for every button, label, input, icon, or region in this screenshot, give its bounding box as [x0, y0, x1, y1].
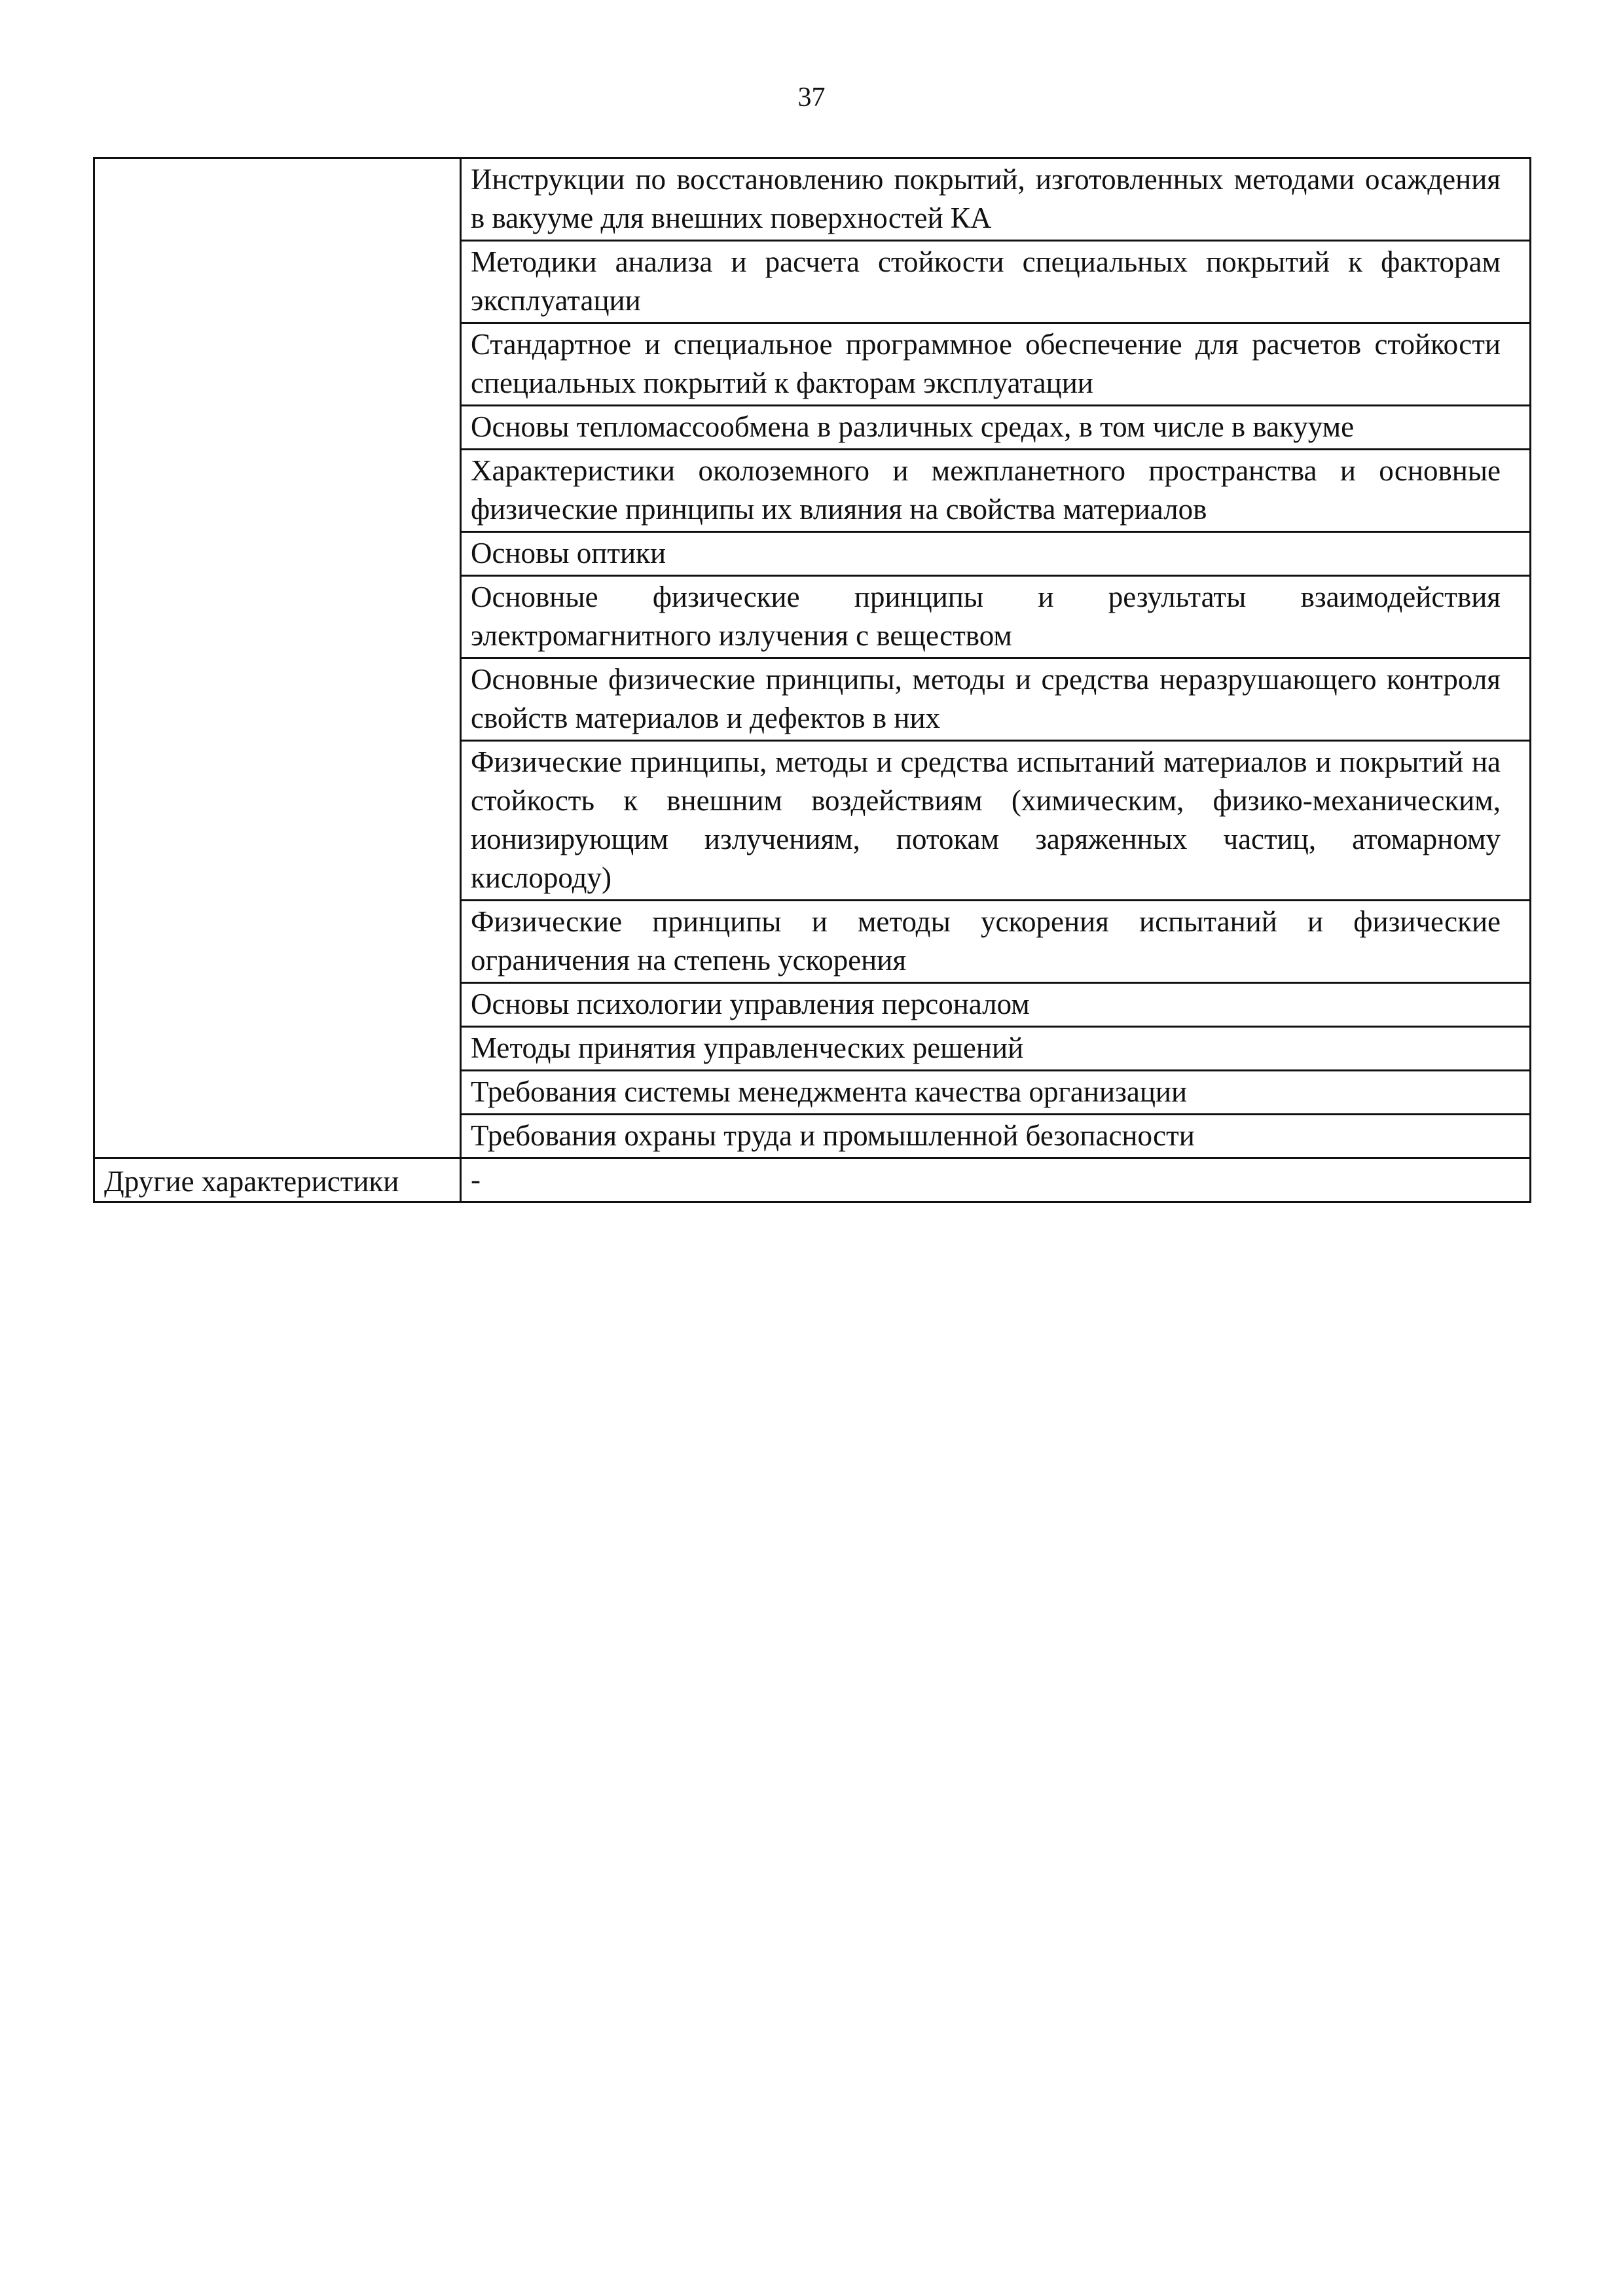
table-row-other-characteristics: [94, 1158, 1531, 1202]
knowledge-item: Основы психологии управления персоналом: [461, 983, 1531, 1027]
knowledge-item: Основы тепломассообмена в различных средах, в том числе в вакууме: [461, 406, 1531, 450]
knowledge-item: Методики анализа и расчета стойкости специальных покрытий к факторам эксплуатации: [461, 241, 1531, 323]
table-row: [94, 158, 1531, 241]
knowledge-item: Требования системы менеджмента качества организации: [461, 1071, 1531, 1115]
knowledge-item: Характеристики околоземного и межпланетного пространства и основные физические принципы их влияния на свойства материалов: [461, 450, 1531, 532]
knowledge-item: Стандартное и специальное программное обеспечение для расчетов стойкости специальных покрытий к факторам эксплуатации: [461, 323, 1531, 406]
page-number: 37: [797, 82, 826, 113]
knowledge-item: Основные физические принципы, методы и средства неразрушающего контроля свойств материалов и дефектов в них: [461, 658, 1531, 741]
knowledge-item: Инструкции по восстановлению покрытий, изготовленных методами осаждения в вакууме для внешних поверхностей КА: [461, 158, 1531, 241]
knowledge-item: Требования охраны труда и промышленной безопасности: [461, 1115, 1531, 1158]
knowledge-table: [93, 157, 1531, 1203]
knowledge-label-cell: [94, 158, 461, 1158]
other-characteristics-label: Другие характеристики: [94, 1158, 461, 1202]
knowledge-item: Основы оптики: [461, 532, 1531, 576]
knowledge-item: Физические принципы, методы и средства испытаний материалов и покрытий на стойкость к внешним воздействиям (химическим, физико-механическим, ионизирующим излучениям, потокам заряженных частиц, атомарному кислороду): [461, 741, 1531, 901]
knowledge-item: Основные физические принципы и результаты взаимодействия электромагнитного излучения с веществом: [461, 576, 1531, 658]
other-characteristics-value: -: [461, 1158, 1531, 1202]
knowledge-item: Физические принципы и методы ускорения испытаний и физические ограничения на степень ускорения: [461, 901, 1531, 983]
knowledge-item: Методы принятия управленческих решений: [461, 1027, 1531, 1071]
